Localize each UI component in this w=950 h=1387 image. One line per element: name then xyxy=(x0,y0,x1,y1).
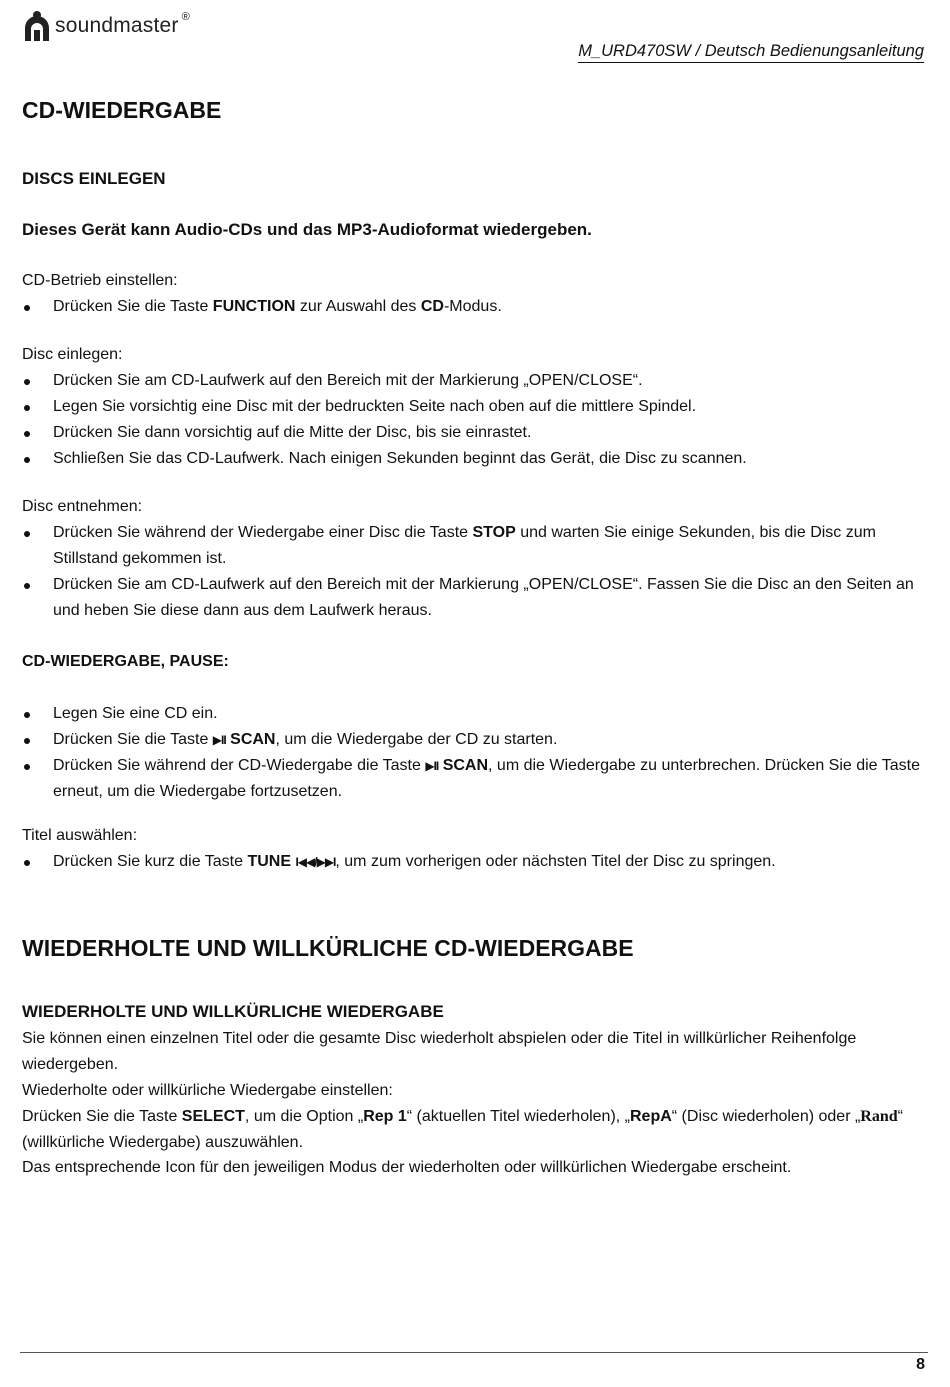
list-item: Drücken Sie während der Wiedergabe einer Disc die Taste STOP und warten Sie einige Sekunden, bis die Disc zum Stillstand gekommen ist. xyxy=(22,520,924,572)
play-pause-icon: ▶II xyxy=(212,733,226,747)
paragraph: Wiederholte oder willkürliche Wiedergabe einstellen: xyxy=(22,1082,393,1099)
list-item: Drücken Sie die Taste FUNCTION zur Auswahl des CD-Modus. xyxy=(22,294,924,320)
subsection-title-play-pause: CD-WIEDERGABE, PAUSE: xyxy=(22,653,229,670)
list-item: Legen Sie eine CD ein. xyxy=(22,701,924,727)
list-item: Drücken Sie am CD-Laufwerk auf den Bereich mit der Markierung „OPEN/CLOSE“. Fassen Sie die Disc an den Seiten an und heben Sie diese dann aus dem Laufwerk heraus. xyxy=(22,572,924,624)
skip-prev-next-icon: I◀◀/▶▶I xyxy=(295,855,336,869)
remove-label: Disc entnehmen: xyxy=(22,498,143,515)
page-number: 8 xyxy=(916,1356,925,1373)
list-item: Legen Sie vorsichtig eine Disc mit der bedruckten Seite nach oben auf die mittlere Spindel. xyxy=(22,394,924,420)
soundmaster-logo-icon xyxy=(22,10,52,42)
play-pause-icon: ▶II xyxy=(425,759,439,773)
play-pause-list xyxy=(22,701,924,805)
logo-text: soundmaster xyxy=(55,14,179,37)
list-item: Drücken Sie die Taste ▶II SCAN, um die Wiedergabe der CD zu starten. xyxy=(22,727,924,753)
section-title-repeat-random: WIEDERHOLTE UND WILLKÜRLICHE CD-WIEDERGABE xyxy=(22,935,634,961)
list-item: Drücken Sie während der CD-Wiedergabe die Taste ▶II SCAN, um die Wiedergabe zu unterbrechen. Drücken Sie die Taste erneut, um die Wiedergabe fortzusetzen. xyxy=(22,753,924,805)
document-title: M_URD470SW / Deutsch Bedienungsanleitung xyxy=(578,42,924,63)
mode-label: CD-Betrieb einstellen: xyxy=(22,272,178,289)
footer-divider xyxy=(20,1352,928,1353)
mode-list xyxy=(22,294,924,320)
brand-logo xyxy=(22,10,190,42)
insert-label: Disc einlegen: xyxy=(22,346,123,363)
registered-mark: ® xyxy=(181,11,190,23)
track-list xyxy=(22,849,924,875)
list-item: Drücken Sie kurz die Taste TUNE I◀◀/▶▶I, um zum vorherigen oder nächsten Titel der Disc zu springen. xyxy=(22,849,924,875)
list-item: Drücken Sie am CD-Laufwerk auf den Bereich mit der Markierung „OPEN/CLOSE“. xyxy=(22,368,924,394)
intro-text: Dieses Gerät kann Audio-CDs und das MP3-Audioformat wiedergeben. xyxy=(22,220,592,239)
track-label: Titel auswählen: xyxy=(22,827,138,844)
subsection-title-insert-discs: DISCS EINLEGEN xyxy=(22,169,166,188)
paragraph: Drücken Sie die Taste SELECT, um die Option „Rep 1“ (aktuellen Titel wiederholen), „RepA“ (Disc wiederholen) oder „Rand“ (willkürliche Wiedergabe) auszuwählen. xyxy=(22,1108,903,1151)
paragraph: Sie können einen einzelnen Titel oder die gesamte Disc wiederholt abspielen oder die Titel in willkürlicher Reihenfolge wiedergeben. xyxy=(22,1030,857,1073)
list-item: Schließen Sie das CD-Laufwerk. Nach einigen Sekunden beginnt das Gerät, die Disc zu scannen. xyxy=(22,446,924,472)
paragraph: Das entsprechende Icon für den jeweiligen Modus der wiederholten oder willkürlichen Wiedergabe erscheint. xyxy=(22,1159,792,1176)
insert-list xyxy=(22,368,924,472)
subsection-title-repeat-random: WIEDERHOLTE UND WILLKÜRLICHE WIEDERGABE xyxy=(22,1002,444,1021)
remove-list xyxy=(22,520,924,624)
list-item: Drücken Sie dann vorsichtig auf die Mitte der Disc, bis sie einrastet. xyxy=(22,420,924,446)
section-title-cd-playback: CD-WIEDERGABE xyxy=(22,97,222,123)
